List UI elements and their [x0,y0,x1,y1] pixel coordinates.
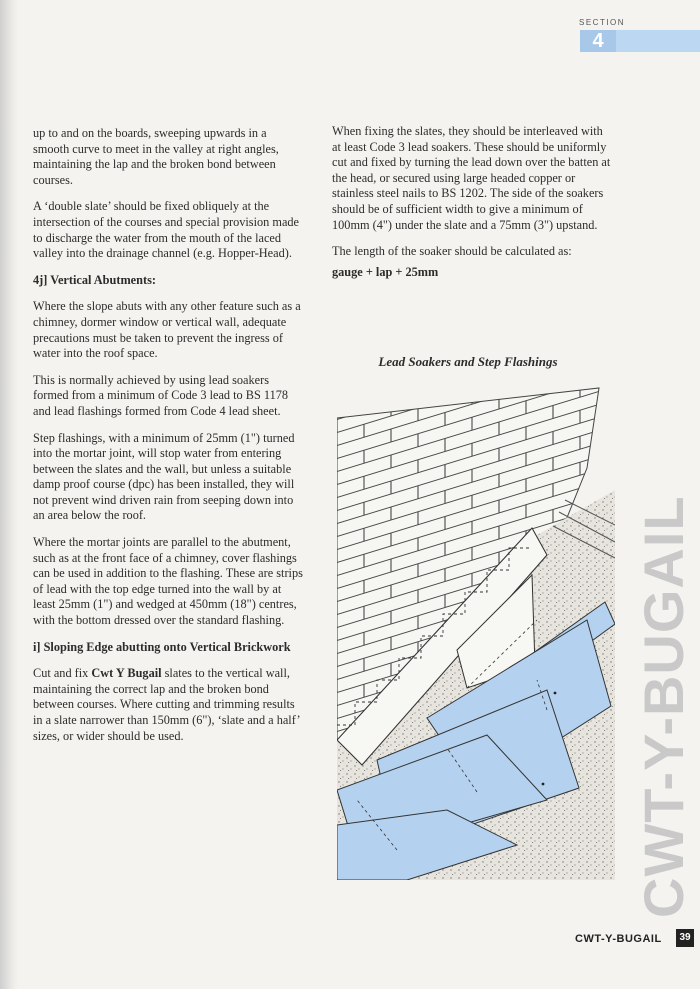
paragraph: This is normally achieved by using lead soakers formed from a minimum of Code 3 lead to BS 1178 and lead flashings formed from Code 4 lead sheet. [33,372,289,418]
paragraph: When fixing the slates, they should be interleaved with at least Code 3 lead soakers. These should be uniformly cut and fixed by turning the lead down over the batten at the head, or secured using large headed copper or stainless steel nails to BS 1202. The side of the soakers should be of sufficient width to give a minimum of 100mm (4") under the slate and a 75mm (3") upstand. [332,124,611,232]
soaker-formula: gauge + lap + 25mm [332,264,439,279]
lead-soakers-illustration [337,380,615,880]
footer-brand: CWT-Y-BUGAIL [575,933,662,945]
right-column [332,124,612,291]
paragraph [33,666,305,744]
brand-inline: Cwt Y Bugail [91,666,162,681]
figure-title: Lead Soakers and Step Flashings [378,354,558,369]
paragraph: A ‘double slate’ should be fixed obliquely at the intersection of the courses and special provision made to discharge the water from the mouth of the laced valley into the drainage channel (e.g. Hopper-Head). [33,199,300,261]
paragraph: Where the slope abuts with any other feature such as a chimney, dormer window or vertical wall, adequate precautions must be taken to prevent the ingress of water into the roof space. [33,299,301,361]
section-number: 4 [580,30,616,52]
paragraph: Where the mortar joints are parallel to the abutment, such as at the front face of a chimney, cover flashings can be used in addition to the flashing. These are strips of lead with the top edge turned into the wall by at least 25mm (1") and wedged at 450mm (18") centres, with the bottom dressed over the standard flashing. [33,535,303,628]
paragraph: up to and on the boards, sweeping upwards in a smooth curve to meet in the valley at right angles, maintaining the lap and the broken bond between courses. [33,126,279,187]
text-fragment: slates to the vertical wall, maintaining the correct lap and the broken bond between courses. Where cutting and trimming results in a slate narrower than 150mm (6"), ‘slate and a half’ sizes, or wider should be used. [33,666,300,743]
paragraph: The length of the soaker should be calculated as: [332,244,572,259]
book-spine-shadow [0,0,18,989]
subheading-sloping-edge: i] Sloping Edge abutting onto Vertical Brickwork [33,639,291,654]
page-number: 39 [676,929,694,947]
vertical-brand-text: CWT-Y-BUGAIL [632,495,695,918]
left-column [33,126,305,755]
section-label: SECTION [579,18,626,27]
paragraph: Step flashings, with a minimum of 25mm (1") turned into the mortar joint, will stop water from entering between the slates and the wall, but unless a suitable damp proof course (dpc) has been installed, they will not prevent wind driven rain from seeping down into an area below the roof. [33,430,295,523]
subheading-vertical-abutments: 4j] Vertical Abutments: [33,272,156,287]
text-fragment: Cut and fix [33,666,92,681]
